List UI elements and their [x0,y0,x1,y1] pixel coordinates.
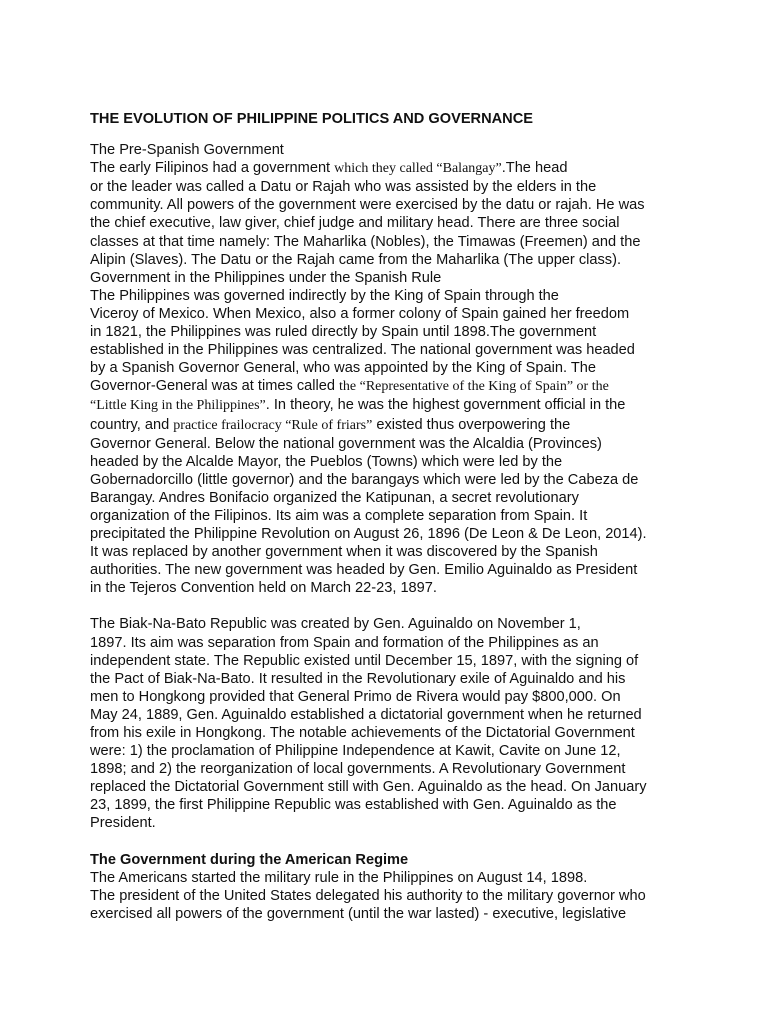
paragraph-line [90,377,670,396]
paragraph-line [90,159,670,178]
text-run: the “Representative of the King of Spain” or the [339,379,609,395]
paragraph-line: headed by the Alcalde Mayor, the Pueblos (Towns) which were led by the [90,453,563,470]
paragraph-spacer [90,833,670,851]
paragraph-line: from his exile in Hongkong. The notable achievements of the Dictatorial Government [90,725,635,741]
paragraph-line: Alipin (Slaves). The Datu or the Rajah came from the Maharlika (The upper class). [90,251,622,268]
paragraph-line: organization of the Filipinos. Its aim was a complete separation from Spain. It [90,507,588,524]
section-pre-spanish [90,141,670,597]
paragraph-line: precipitated the Philippine Revolution on August 26, 1896 (De Leon & De Leon, 2014). [90,526,647,543]
text-run: Governor-General was at times called [90,378,340,395]
text-run: .The head [501,160,568,177]
text-run: existed thus overpowering the [372,416,571,433]
paragraph-line: in the Tejeros Convention held on March 22-23, 1897. [90,580,437,597]
text-run: practice frailocracy “Rule of friars” [173,417,373,433]
paragraph-line: Governor General. Below the national government was the Alcaldia (Provinces) [90,435,602,452]
paragraph-line: May 24, 1889, Gen. Aguinaldo established a dictatorial government when he returned [90,706,642,723]
paragraph-line: by a Spanish Governor General, who was appointed by the King of Spain. The [90,360,596,377]
paragraph-line: the chief executive, law giver, chief judge and military head. There are three social [90,215,620,232]
paragraph-line [90,396,670,415]
text-run: which they called “Balangay” [334,161,502,177]
paragraph-line: classes at that time namely: The Maharlika (Nobles), the Timawas (Freemen) and the [90,233,641,250]
paragraph-line [90,416,670,435]
paragraph-line: the Pact of Biak-Na-Bato. It resulted in the Revolutionary exile of Aguinaldo and his [90,670,626,687]
paragraph-line: Viceroy of Mexico. When Mexico, also a former colony of Spain gained her freedom [90,305,630,322]
section-biak-na-bato [90,615,670,832]
paragraph-line: men to Hongkong provided that General Primo de Rivera would pay $800,000. On [90,688,621,705]
paragraph-line: in 1821, the Philippines was ruled directly by Spain until 1898.The government [90,324,597,341]
paragraph-line: President. [90,815,156,832]
document-page [90,110,670,923]
paragraph-line: The president of the United States delegated his authority to the military governor who [90,887,646,904]
paragraph-line: Government in the Philippines under the Spanish Rule [90,269,442,286]
paragraph-line: replaced the Dictatorial Government still with Gen. Aguinaldo as the head. On January [90,779,647,796]
paragraph-line: established in the Philippines was centralized. The national government was headed [90,342,635,359]
paragraph-line: 1898; and 2) the reorganization of local governments. A Revolutionary Government [90,761,626,778]
paragraph-line: or the leader was called a Datu or Rajah who was assisted by the elders in the [90,179,597,196]
paragraph-line: Gobernadorcillo (little governor) and the barangays which were led by the Cabeza de [90,471,639,488]
text-run: “Little King in the Philippines” [90,398,266,414]
paragraph-line: The Americans started the military rule in the Philippines on August 14, 1898. [90,869,588,886]
paragraph-line: The Biak-Na-Bato Republic was created by Gen. Aguinaldo on November 1, [90,616,581,633]
paragraph-spacer [90,597,670,615]
paragraph-line: exercised all powers of the government (until the war lasted) - executive, legislative [90,905,627,922]
paragraph-line: were: 1) the proclamation of Philippine Independence at Kawit, Cavite on June 12, [90,743,621,760]
paragraph-line: authorities. The new government was headed by Gen. Emilio Aguinaldo as President [90,562,638,579]
text-run: . In theory, he was the highest government official in the [265,397,626,414]
paragraph-line: 23, 1899, the first Philippine Republic was established with Gen. Aguinaldo as the [90,797,617,814]
paragraph-line: Barangay. Andres Bonifacio organized the Katipunan, a secret revolutionary [90,489,579,506]
text-run: country, and [90,416,174,433]
document-title: THE EVOLUTION OF PHILIPPINE POLITICS AND GOVERNANCE [90,111,533,127]
paragraph-line: independent state. The Republic existed until December 15, 1897, with the signing of [90,652,639,669]
paragraph-line: community. All powers of the government were exercised by the datu or rajah. He was [90,197,645,214]
paragraph-line: It was replaced by another government when it was discovered by the Spanish [90,544,598,561]
section-american-regime [90,851,670,923]
section-heading: The Government during the American Regime [90,851,409,868]
text-run: The early Filipinos had a government [90,160,335,177]
paragraph-line: 1897. Its aim was separation from Spain and formation of the Philippines as an [90,634,599,651]
paragraph-line: The Philippines was governed indirectly by the King of Spain through the [90,287,559,304]
section-heading: The Pre-Spanish Government [90,142,284,159]
